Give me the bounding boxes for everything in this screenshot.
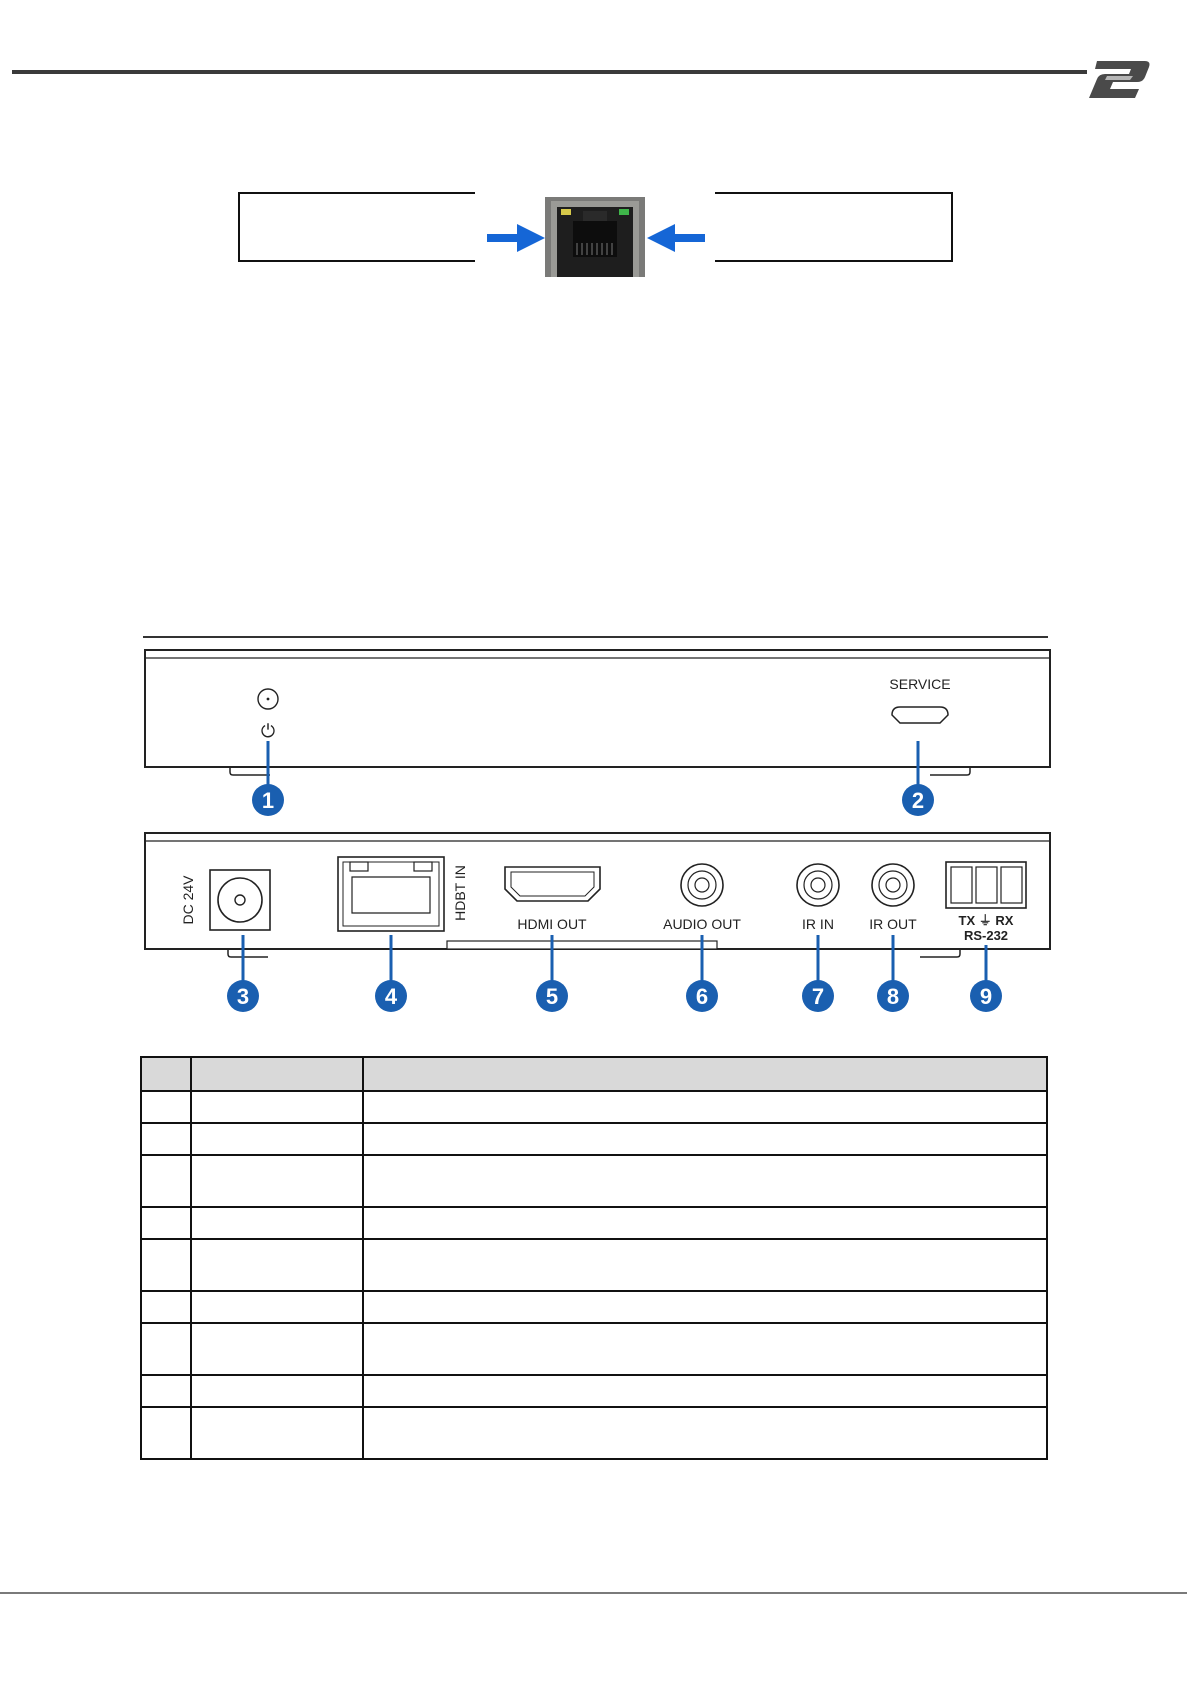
dc-label: DC 24V bbox=[180, 875, 196, 925]
table-cell-no bbox=[141, 1407, 191, 1459]
table-cell-name bbox=[191, 1123, 363, 1155]
rj45-port-icon bbox=[545, 197, 645, 277]
header-name bbox=[191, 1057, 363, 1091]
table-cell-name bbox=[191, 1207, 363, 1239]
header-description bbox=[363, 1057, 1047, 1091]
table-row bbox=[141, 1091, 1047, 1123]
table-body bbox=[141, 1091, 1047, 1459]
table-cell-desc bbox=[363, 1375, 1047, 1407]
table-cell-desc bbox=[363, 1239, 1047, 1291]
table-cell-desc bbox=[363, 1291, 1047, 1323]
svg-text:5: 5 bbox=[545, 984, 559, 1009]
svg-text:3: 3 bbox=[236, 984, 250, 1009]
footer-rule bbox=[0, 1592, 1187, 1594]
callout-4 bbox=[375, 980, 407, 1012]
led-label-box-right bbox=[715, 192, 953, 262]
svg-text:6: 6 bbox=[695, 984, 709, 1009]
table-cell-no bbox=[141, 1291, 191, 1323]
callout-8 bbox=[877, 980, 909, 1012]
table-row bbox=[141, 1407, 1047, 1459]
table-cell-name bbox=[191, 1239, 363, 1291]
panel-diagram bbox=[140, 645, 1055, 1020]
table-row bbox=[141, 1323, 1047, 1375]
hdbt-port-icon bbox=[338, 857, 444, 931]
rear-panel bbox=[145, 833, 1050, 1012]
table-row bbox=[141, 1207, 1047, 1239]
table-cell-desc bbox=[363, 1407, 1047, 1459]
hdmi-label: HDMI OUT bbox=[517, 916, 587, 932]
table-row bbox=[141, 1155, 1047, 1207]
power-symbol-icon: ⏻ bbox=[260, 721, 276, 741]
callout-5 bbox=[536, 980, 568, 1012]
rs232-terminal-icon bbox=[946, 862, 1026, 908]
rs232-label: RS-232 bbox=[963, 928, 1009, 943]
callout-7 bbox=[802, 980, 834, 1012]
table-cell-desc bbox=[363, 1323, 1047, 1375]
table-cell-name bbox=[191, 1407, 363, 1459]
table-cell-desc bbox=[363, 1155, 1047, 1207]
svg-text:8: 8 bbox=[886, 984, 900, 1009]
service-label: SERVICE bbox=[889, 676, 951, 692]
rs232-pins-label: TX ⏚ RX bbox=[958, 913, 1014, 928]
audio-label: AUDIO OUT bbox=[663, 916, 741, 932]
table-cell-name bbox=[191, 1323, 363, 1375]
table-cell-desc bbox=[363, 1123, 1047, 1155]
header-rule bbox=[12, 70, 1087, 74]
svg-text:7: 7 bbox=[811, 984, 825, 1009]
table-cell-no bbox=[141, 1323, 191, 1375]
table-cell-no bbox=[141, 1155, 191, 1207]
table-cell-desc bbox=[363, 1207, 1047, 1239]
led-label-box-left bbox=[238, 192, 475, 262]
port-description-table bbox=[140, 1056, 1048, 1460]
table-cell-no bbox=[141, 1091, 191, 1123]
table-header-row bbox=[141, 1057, 1047, 1091]
front-panel bbox=[145, 650, 1050, 816]
table-cell-no bbox=[141, 1239, 191, 1291]
arrow-left-icon bbox=[647, 222, 705, 254]
panel-section-rule bbox=[143, 636, 1048, 638]
table-cell-no bbox=[141, 1207, 191, 1239]
callout-3 bbox=[227, 980, 259, 1012]
table-cell-no bbox=[141, 1375, 191, 1407]
table-cell-name bbox=[191, 1375, 363, 1407]
table-cell-desc bbox=[363, 1091, 1047, 1123]
table-row bbox=[141, 1123, 1047, 1155]
callout-6 bbox=[686, 980, 718, 1012]
bzbgear-logo-icon bbox=[1083, 57, 1153, 102]
arrow-right-icon bbox=[487, 222, 545, 254]
ir-out-label: IR OUT bbox=[869, 916, 917, 932]
svg-text:2: 2 bbox=[911, 788, 925, 813]
table-row bbox=[141, 1375, 1047, 1407]
svg-text:9: 9 bbox=[979, 984, 993, 1009]
table-cell-no bbox=[141, 1123, 191, 1155]
table-cell-name bbox=[191, 1155, 363, 1207]
svg-text:4: 4 bbox=[384, 984, 398, 1009]
callout-9 bbox=[970, 980, 1002, 1012]
svg-text:1: 1 bbox=[261, 788, 275, 813]
hdbt-label: HDBT IN bbox=[452, 865, 468, 921]
table-cell-name bbox=[191, 1091, 363, 1123]
table-row bbox=[141, 1291, 1047, 1323]
dc-jack-icon bbox=[210, 870, 270, 930]
ir-in-label: IR IN bbox=[802, 916, 834, 932]
table-cell-name bbox=[191, 1291, 363, 1323]
header-number bbox=[141, 1057, 191, 1091]
table-row bbox=[141, 1239, 1047, 1291]
